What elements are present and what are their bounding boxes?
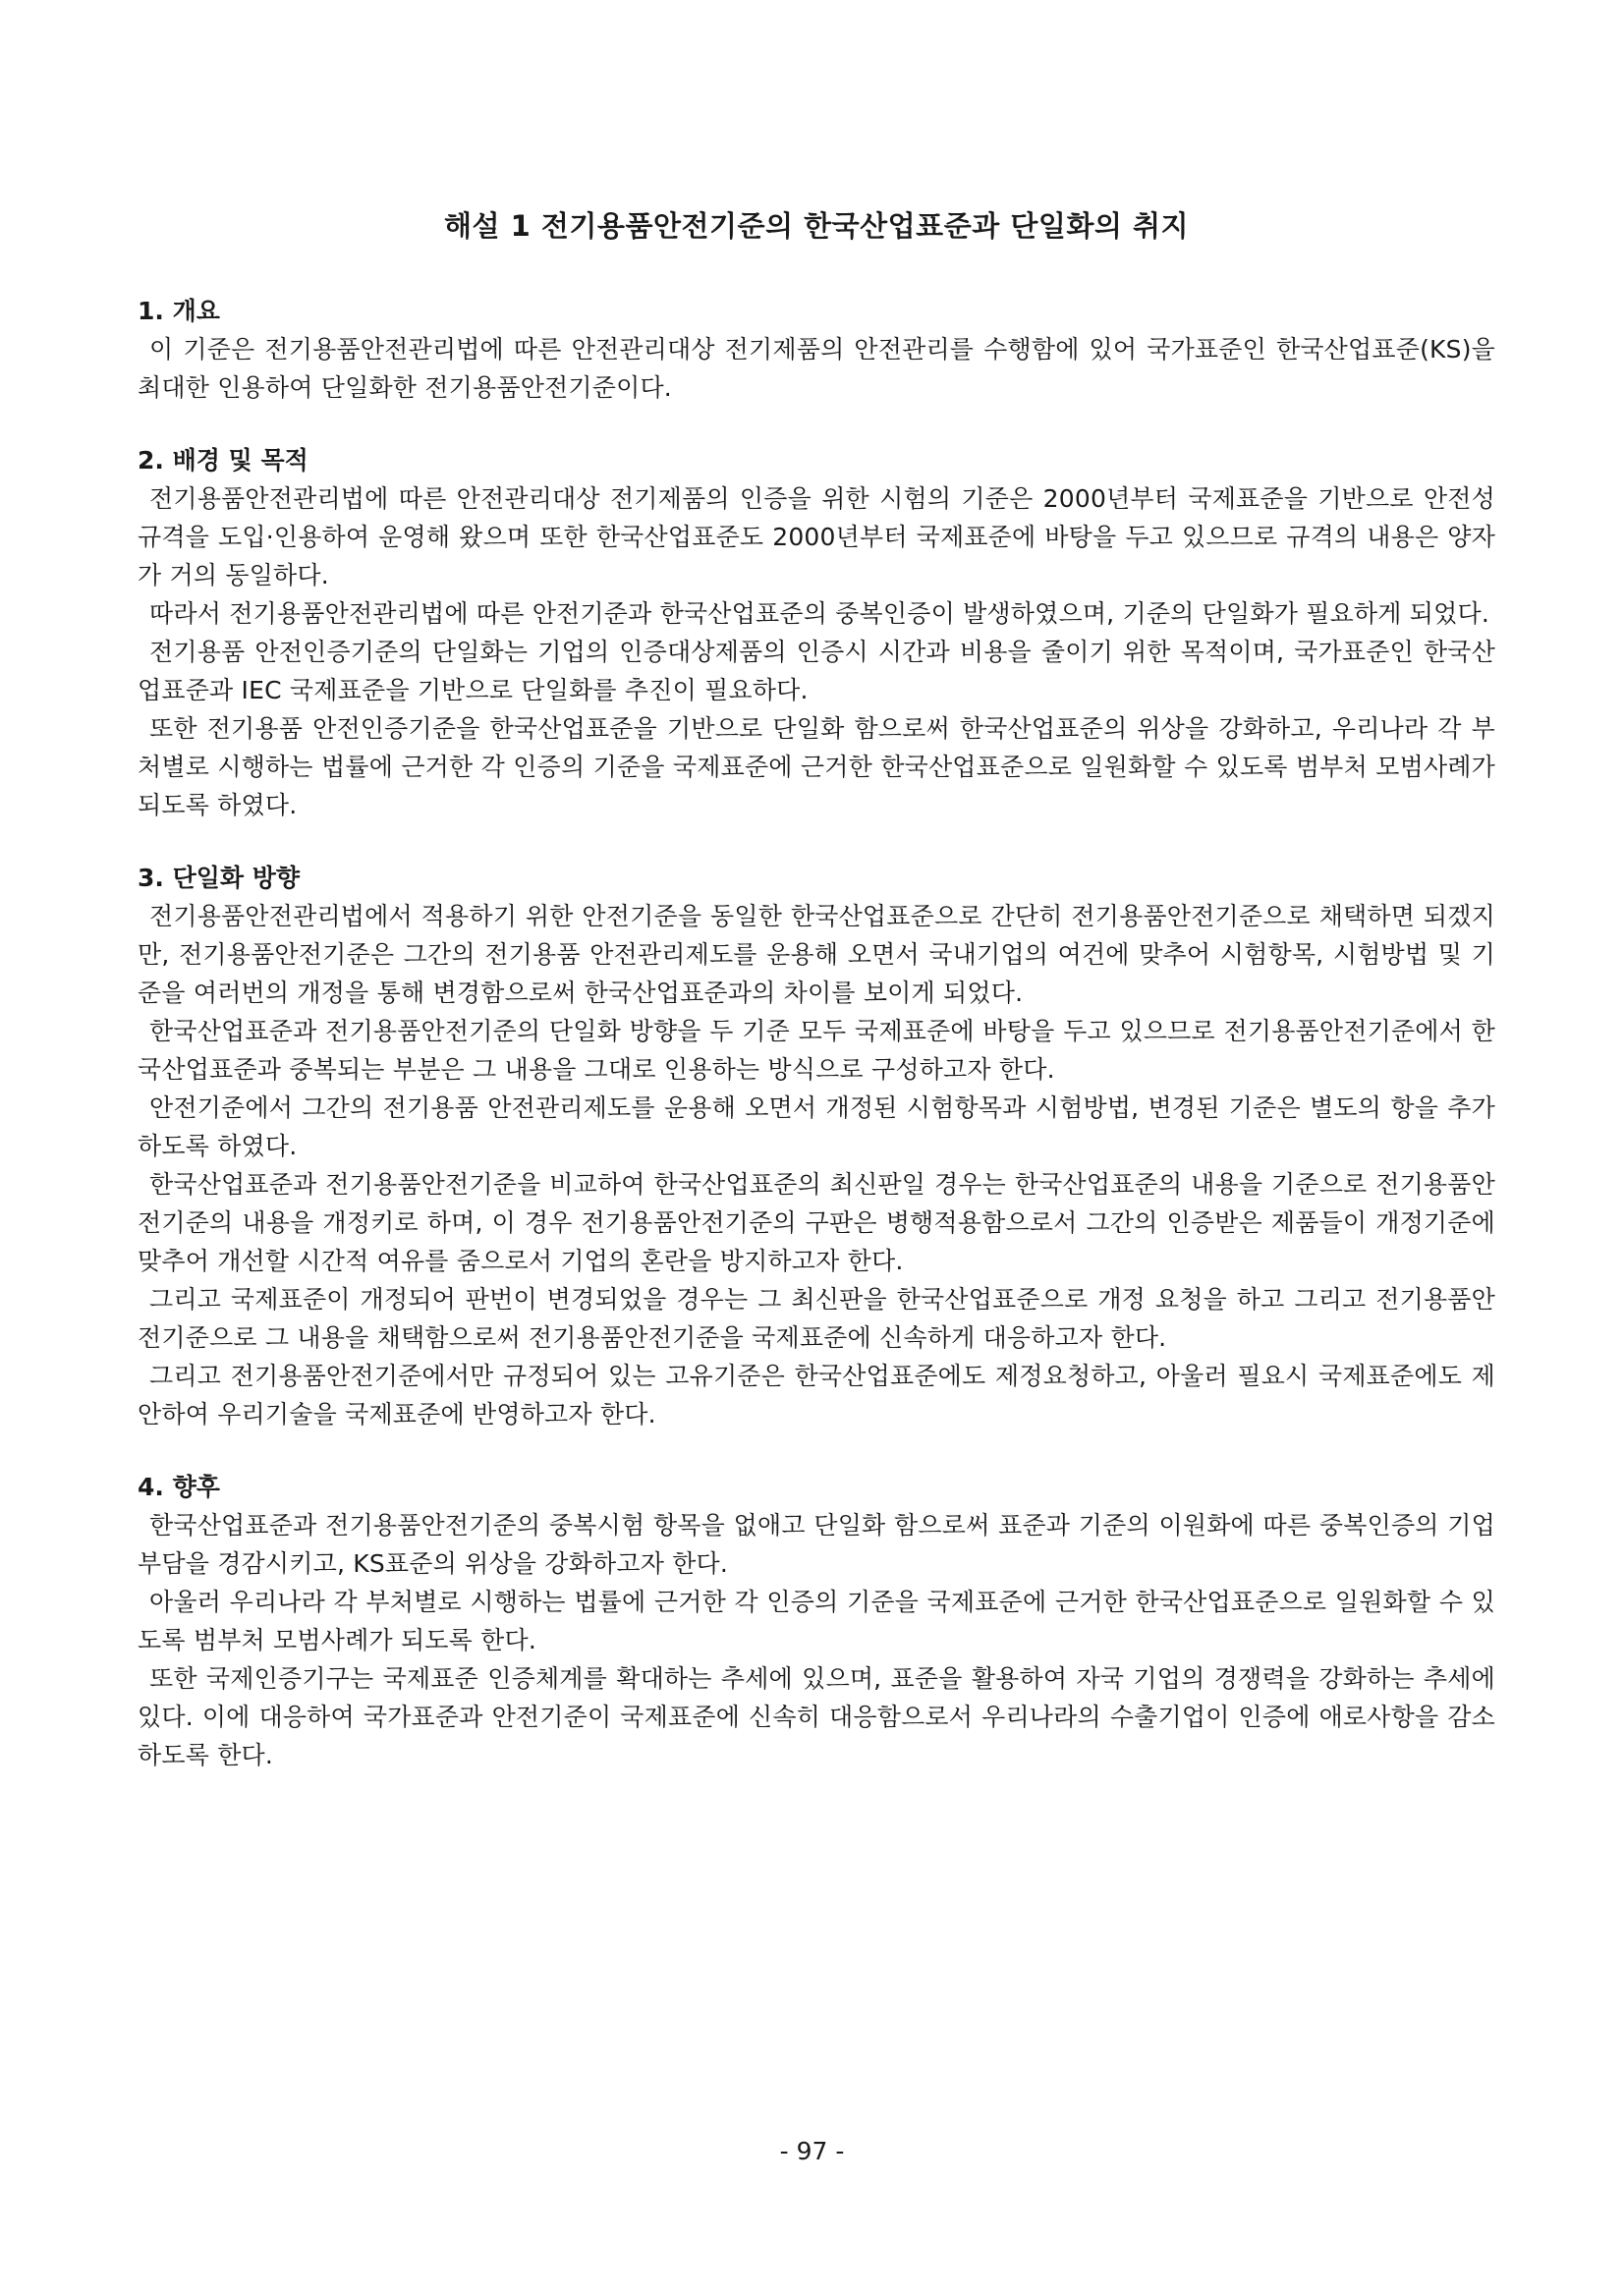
paragraph: 한국산업표준과 전기용품안전기준을 비교하여 한국산업표준의 최신판일 경우는 한국산업표준의 내용을 기준으로 전기용품안전기준의 내용을 개정키로 하며, 이 경우 전기용품안전기준의 구판은 병행적용함으로서 그간의 인증받은 제품들이 개정기준에 맞추어 개선할 시간적 여유를 줌으로서 기업의 혼란을 방지하고자 한다. [138,1170,1495,1275]
paragraph: 이 기준은 전기용품안전관리법에 따른 안전관리대상 전기제품의 안전관리를 수행함에 있어 국가표준인 한국산업표준(KS)을 최대한 인용하여 단일화한 전기용품안전기준이다. [138,335,1495,402]
page-number: - 97 - [779,2137,845,2165]
paragraph: 전기용품안전관리법에서 적용하기 위한 안전기준을 동일한 한국산업표준으로 간단히 전기용품안전기준으로 채택하면 되겠지만, 전기용품안전기준은 그간의 전기용품 안전관리제도를 운용해 오면서 국내기업의 여건에 맞추어 시험항목, 시험방법 및 기준을 여러번의 개정을 통해 변경함으로써 한국산업표준과의 차이를 보이게 되었다. [138,902,1495,1007]
paragraph: 따라서 전기용품안전관리법에 따른 안전기준과 한국산업표준의 중복인증이 발생하였으며, 기준의 단일화가 필요하게 되었다. [149,599,1489,628]
document-page [138,206,1495,1810]
paragraph: 한국산업표준과 전기용품안전기준의 단일화 방향을 두 기준 모두 국제표준에 바탕을 두고 있으므로 전기용품안전기준에서 한국산업표준과 중복되는 부분은 그 내용을 그대로 인용하는 방식으로 구성하고자 한다. [138,1017,1495,1084]
section-heading: 4. 향후 [138,1473,220,1501]
paragraph: 그리고 국제표준이 개정되어 판번이 변경되었을 경우는 그 최신판을 한국산업표준으로 개정 요청을 하고 그리고 전기용품안전기준으로 그 내용을 채택함으로써 전기용품안전기준을 국제표준에 신속하게 대응하고자 한다. [138,1285,1495,1352]
paragraph: 또한 전기용품 안전인증기준을 한국산업표준을 기반으로 단일화 함으로써 한국산업표준의 위상을 강화하고, 우리나라 각 부처별로 시행하는 법률에 근거한 각 인증의 기준을 국제표준에 근거한 한국산업표준으로 일원화할 수 있도록 범부처 모범사례가 되도록 하였다. [138,714,1495,819]
paragraph: 아울러 우리나라 각 부처별로 시행하는 법률에 근거한 각 인증의 기준을 국제표준에 근거한 한국산업표준으로 일원화할 수 있도록 범부처 모범사례가 되도록 한다. [138,1588,1495,1654]
section-heading: 1. 개요 [138,297,220,325]
paragraph: 전기용품 안전인증기준의 단일화는 기업의 인증대상제품의 인증시 시간과 비용을 줄이기 위한 목적이며, 국가표준인 한국산업표준과 IEC 국제표준을 기반으로 단일화를 추진이 필요하다. [138,638,1495,704]
section-heading: 2. 배경 및 목적 [138,446,308,475]
section-future [138,1469,1495,1774]
section-heading: 3. 단일화 방향 [138,864,301,892]
paragraph: 한국산업표준과 전기용품안전기준의 중복시험 항목을 없애고 단일화 함으로써 표준과 기준의 이원화에 따른 중복인증의 기업부담을 경감시키고, KS표준의 위상을 강화하고자 한다. [138,1511,1495,1578]
paragraph: 그리고 전기용품안전기준에서만 규정되어 있는 고유기준은 한국산업표준에도 제정요청하고, 아울러 필요시 국제표준에도 제안하여 우리기술을 국제표준에 반영하고자 한다. [138,1362,1495,1428]
section-unification-direction [138,860,1495,1433]
document-title: 해설 1 전기용품안전기준의 한국산업표준과 단일화의 취지 [444,209,1189,243]
section-overview [138,293,1495,407]
paragraph: 전기용품안전관리법에 따른 안전관리대상 전기제품의 인증을 위한 시험의 기준은 2000년부터 국제표준을 기반으로 안전성 규격을 도입·인용하여 운영해 왔으며 또한 한국산업표준도 2000년부터 국제표준에 바탕을 두고 있으므로 규격의 내용은 양자가 거의 동일하다. [138,484,1495,589]
paragraph: 또한 국제인증기구는 국제표준 인증체계를 확대하는 추세에 있으며, 표준을 활용하여 자국 기업의 경쟁력을 강화하는 추세에 있다. 이에 대응하여 국가표준과 안전기준이 국제표준에 신속히 대응함으로서 우리나라의 수출기업이 인증에 애로사항을 감소하도록 한다. [138,1664,1495,1769]
section-background-purpose [138,442,1495,824]
paragraph: 안전기준에서 그간의 전기용품 안전관리제도를 운용해 오면서 개정된 시험항목과 시험방법, 변경된 기준은 별도의 항을 추가하도록 하였다. [138,1093,1495,1160]
